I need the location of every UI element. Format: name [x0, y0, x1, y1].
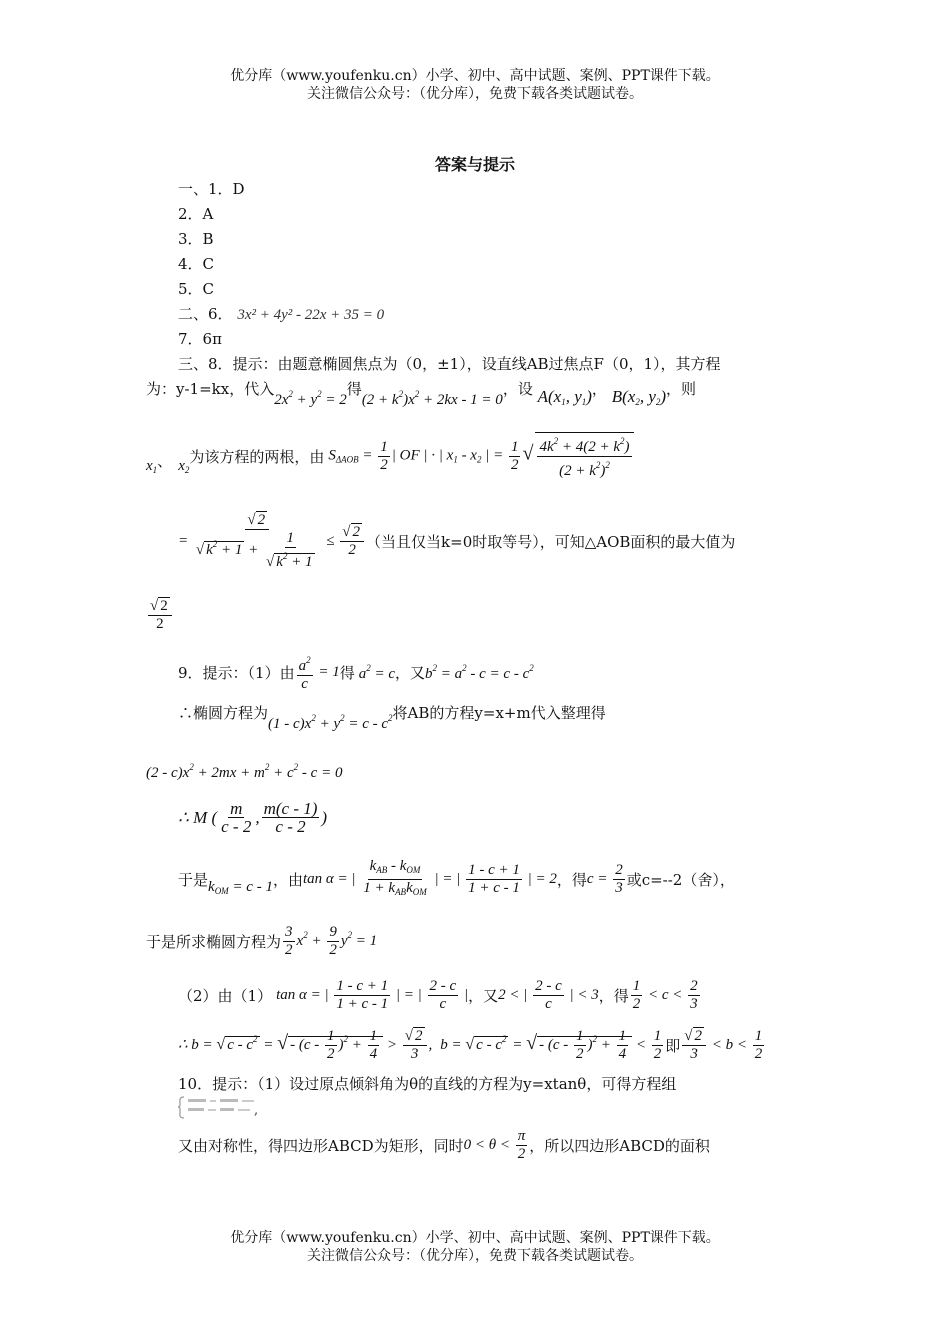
q9-tan-formula: tan α = | $\frac{k_{AB} - k_{OM}}{1 + k_{AB}k_{OM}}$ | = | $\frac{1 - c + 1}{1 + c - 1}$ | = 2 — [302, 858, 557, 897]
page-title: 答案与提示 — [434, 155, 515, 174]
q8-eq-ellipse: $2x^2 + y^2 = 2$ — [274, 389, 347, 408]
answer-6 — [178, 303, 384, 324]
q9-text: ，又 — [395, 664, 426, 682]
q8-point-a: $A(x_1$, $y_1$) — [537, 387, 592, 407]
svg-text:,: , — [254, 1103, 259, 1118]
q9-line-7 — [178, 978, 702, 1013]
q10-theta-range: 0 < θ < $\frac{\pi}{2}$ — [463, 1128, 526, 1162]
q9-line-1 — [178, 652, 534, 693]
answer-2: 2．A — [178, 205, 214, 223]
q8-max-value: $\frac{√ 2}{2}$ — [146, 598, 174, 633]
q9-b-range: $\frac{√ 2}{3}$ < b < $\frac{1}{2}$ — [684, 1028, 763, 1062]
q9-text: 于是所求椭圆方程为 — [146, 933, 282, 951]
q9-c-value: c = $\frac{2}{3}$ — [586, 862, 623, 896]
answer-3: 3．B — [178, 230, 214, 248]
footer-line-1: 优分库（www.youfenku.cn）小学、初中、高中试题、案例、PPT课件下载。 — [230, 1230, 720, 1246]
q8-text: ，设 — [502, 380, 533, 398]
q9-ineq: 2 < | $\frac{2 - c}{c}$ | < 3 — [498, 978, 599, 1012]
q8-eq-quadratic: $(2 + k^2)x^2 + 2kx - 1 = 0$ — [361, 389, 503, 408]
header-line-1: 优分库（www.youfenku.cn）小学、初中、高中试题、案例、PPT课件下载。 — [230, 68, 720, 84]
answer-6-label: 二、6． — [178, 305, 233, 323]
q9-k-om: $k_{OM} = c - 1$ — [208, 879, 273, 896]
q9-text: 9．提示：（1）由 — [178, 664, 295, 682]
answer-5: 5．C — [178, 280, 215, 298]
q9-eq-1: $\frac{a^2}{c}$ = 1 — [295, 652, 340, 693]
q8-bound-formula: = √ 2 √ $k^2 + 1$ + $\frac{1}{√ k^2 + 1}$ ≤ $\frac{√ 2}{2}$ — [178, 512, 366, 571]
q9-line-5 — [178, 858, 735, 901]
q8-text: ，则 — [666, 380, 697, 398]
q9-line-8 — [178, 1028, 766, 1063]
q10-system-image — [178, 1094, 298, 1120]
footer-line-2: 关注微信公众号：（优分库），免费下载各类试题试卷。 — [307, 1248, 643, 1264]
q8-text: ， — [591, 380, 607, 398]
q9-eq-ellipse: $(1 - c)x^2 + y^2 = c - c^2$ — [268, 713, 393, 732]
answer-4: 4．C — [178, 255, 215, 273]
q8-x1: $x_1$ — [146, 457, 158, 475]
q10-text: 又由对称性，得四边形ABCD为矩形，同时 — [178, 1137, 464, 1155]
header-line-2: 关注微信公众号：（优分库），免费下载各类试题试卷。 — [307, 86, 643, 102]
q9-text: ，得 — [598, 987, 629, 1005]
q9-eq-2: $a^2 = c$ — [358, 662, 396, 682]
q8-text: 得 — [346, 380, 362, 398]
q8-area-formula: $S_{\Delta AOB}$ = $\frac{1}{2}$ | OF | · | $x_1 - x_2$ | = $\frac{1}{2}$ √ $\frac{4k^2 + 4(2 + k^2)}{(2 + k^2)^2}$ — [328, 432, 635, 480]
q8-line-3: $x_1$ 、 $x_2$ 为该方程的两根，由 $S_{\Delta AOB}$ = $\frac{1}{2}$ | OF | · | $x_1 - x_2$ | = $\frac{1}{2}$ √ $\frac{4k^2 + 4(2 + k^2)}{(2 + k^2)^2}$ — [146, 432, 636, 480]
q9-text: （2）由（1） — [178, 987, 273, 1005]
q9-line-6 — [146, 924, 377, 959]
q9-text: ，由 — [272, 871, 303, 889]
q8-text: 为：y-1=kx，代入 — [146, 380, 275, 398]
answer-7: 7．6π — [178, 330, 222, 348]
q9-line-3: $(2 - c)x^2 + 2mx + m^2 + c^2 - c = 0$ — [146, 762, 343, 781]
q8-text: （当且仅当k=0时取等号），可知△AOB面积的最大值为 — [366, 533, 736, 551]
q9-text: 得 — [339, 664, 355, 682]
q8-line-2 — [146, 378, 697, 408]
q9-text: ，得 — [556, 871, 587, 889]
q9-text: 或c=--2（舍）， — [626, 871, 735, 889]
q9-text: ，又 — [468, 987, 499, 1005]
q8-point-b: $B(x_2$, $y_2$) — [611, 387, 667, 407]
q10-equation-system-graphic — [178, 1094, 298, 1120]
q10-text: ，所以四边形ABCD的面积 — [529, 1137, 710, 1155]
q9-line-4: ∴ M ( $\frac{m}{c - 2}$ , $\frac{m(c - 1)}{c - 2}$ ) — [178, 799, 328, 836]
q9-tan-2: tan α = | $\frac{1 - c + 1}{1 + c - 1}$ | = | $\frac{2 - c}{c}$ | — [276, 978, 469, 1012]
q8-text: 为该方程的两根，由 — [189, 447, 325, 466]
q9-b-formula-2: b = √ c - $c^2$ = √ - (c - $\frac{1}{2}$ )$^2$ + $\frac{1}{4}$ < $\frac{1}{2}$ — [440, 1028, 662, 1062]
q9-eq-3: $b^2 = a^2 - c = c - c^2$ — [425, 662, 534, 682]
q8-line-4 — [178, 512, 735, 571]
q8-line-1: 三、8．提示：由题意椭圆焦点为（0，±1），设直线AB过焦点F（0，1），其方程 — [178, 355, 721, 373]
answer-6-expr: 3x² + 4y² - 22x + 35 = 0 — [237, 307, 385, 323]
answer-1: 一、1．D — [178, 180, 245, 198]
q9-text: 即 — [665, 1037, 681, 1055]
q10-line-3 — [178, 1128, 710, 1163]
q9-text: ∴椭圆方程为 — [178, 704, 269, 722]
q9-line-2 — [178, 702, 606, 732]
q10-line-1: 10．提示：（1）设过原点倾斜角为θ的直线的方程为y=xtanθ，可得方程组 — [178, 1075, 677, 1093]
q9-text: 将AB的方程y=x+m代入整理得 — [392, 704, 606, 722]
q9-b-formula-1: ∴ b = √ c - $c^2$ = √ - (c - $\frac{1}{2}$ )$^2$ + $\frac{1}{4}$ > $\frac{√ 2}{3}$ , — [178, 1028, 433, 1062]
q9-c-range: $\frac{1}{2}$ < c < $\frac{2}{3}$ — [632, 978, 698, 1012]
q8-x2: $x_2$ — [178, 457, 190, 475]
q9-text: 于是 — [178, 871, 209, 889]
q9-ellipse-result: $\frac{3}{2}$ $x^2$ + $\frac{9}{2}$ $y^2 = 1$ — [285, 924, 378, 958]
